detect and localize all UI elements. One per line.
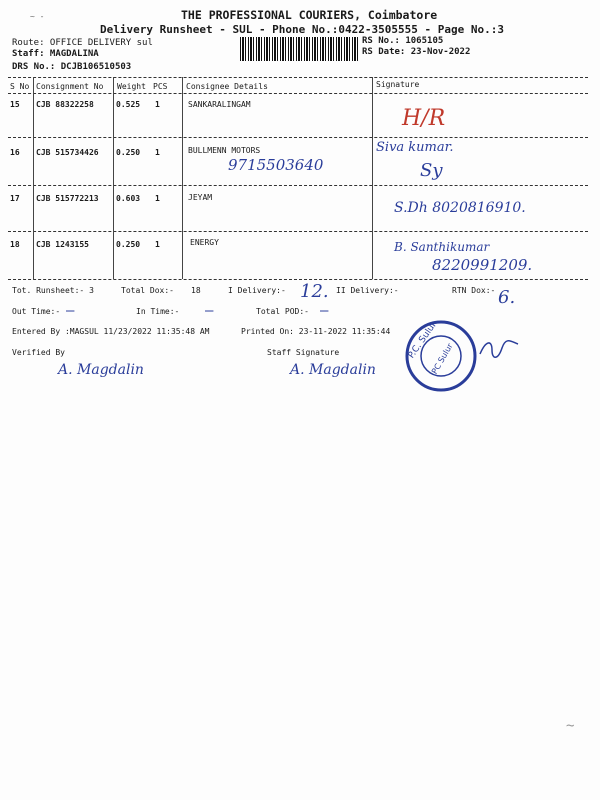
runsheet-title: Delivery Runsheet - SUL - Phone No.:0422-3505555 - Page No.:3 (100, 23, 504, 36)
table-row-consignee: ENERGY (190, 238, 219, 247)
out-time-value: — (66, 303, 75, 319)
verified-by-label: Verified By (12, 348, 65, 357)
total-dox-value: 18 (191, 286, 201, 295)
table-row-consignment: CJB 88322258 (36, 100, 94, 109)
handwritten-phone: 9715503640 (228, 156, 324, 174)
column-divider (33, 77, 34, 279)
table-row-consignee: JEYAM (188, 193, 213, 202)
entered-by: Entered By :MAGSUL 11/23/2022 11:35:48 AM (12, 327, 210, 336)
table-row-pcs: 1 (155, 194, 160, 203)
table-row-sno: 17 (10, 194, 20, 203)
rs-date: RS Date: 23-Nov-2022 (362, 47, 471, 57)
rtn-dox-value: 6. (498, 287, 516, 308)
total-runsheet: Tot. Runsheet:- 3 (12, 286, 94, 295)
row-rule (8, 185, 588, 186)
col-header-sno: S No (10, 82, 30, 91)
col-header-consignee: Consignee Details (186, 82, 268, 91)
table-row-weight: 0.250 (116, 148, 141, 157)
row-rule (8, 231, 588, 232)
drs-number: DRS No.: DCJB106510503 (12, 62, 132, 72)
col-header-weight: Weight (117, 82, 146, 91)
table-row-consignment: CJB 1243155 (36, 240, 89, 249)
staff-signature: A. Magdalin (290, 362, 376, 378)
total-pod-value: — (320, 303, 329, 319)
table-bottom-rule (8, 279, 588, 280)
total-dox-label: Total Dox:- (121, 286, 174, 295)
table-row-weight: 0.525 (116, 100, 141, 109)
verified-signature: A. Magdalin (58, 362, 144, 378)
handwritten-signature: B. Santhikumar (394, 240, 490, 254)
i-delivery-label: I Delivery:- (228, 286, 286, 295)
staff-line: Staff: MAGDALINA (12, 49, 99, 59)
table-row-sno: 16 (10, 148, 20, 157)
scan-mark: ~ - (30, 12, 45, 21)
handwritten-signature: Siva kumar. (376, 140, 454, 155)
col-header-pcs: PCS (153, 82, 168, 91)
barcode (240, 37, 358, 61)
header-rule (8, 93, 588, 94)
rtn-dox-label: RTN Dox:- (452, 286, 496, 295)
total-pod-label: Total POD:- (256, 307, 309, 316)
handwritten-phone: 8220991209. (432, 256, 533, 274)
table-row-pcs: 1 (155, 100, 160, 109)
column-divider (182, 77, 183, 279)
table-row-consignment: CJB 515772213 (36, 194, 99, 203)
col-header-signature: Signature (376, 80, 420, 89)
table-row-sno: 15 (10, 100, 20, 109)
out-time-label: Out Time:- (12, 307, 61, 316)
column-divider (372, 77, 373, 279)
table-row-consignee: BULLMENN MOTORS (188, 146, 261, 155)
column-divider (113, 77, 114, 279)
rs-number: RS No.: 1065105 (362, 36, 444, 46)
i-delivery-value: 12. (300, 281, 329, 302)
route-line: Route: OFFICE DELIVERY sul (12, 38, 153, 48)
row-rule (8, 137, 588, 138)
table-row-weight: 0.250 (116, 240, 141, 249)
stamp-text: PC Sulur (429, 341, 455, 376)
staff-signature-label: Staff Signature (267, 348, 340, 357)
printed-on: Printed On: 23-11-2022 11:35:44 (241, 327, 391, 336)
table-row-weight: 0.603 (116, 194, 141, 203)
stamp-text: P.C. Sulur (406, 320, 440, 361)
scan-mark: ~ (566, 718, 575, 734)
table-row-pcs: 1 (155, 240, 160, 249)
handwritten-signature: Sy (420, 160, 443, 181)
handwritten-signature: S.Dh 8020816910. (394, 200, 526, 216)
table-row-consignee: SANKARALINGAM (188, 100, 251, 109)
table-row-consignment: CJB 515734426 (36, 148, 99, 157)
table-row-pcs: 1 (155, 148, 160, 157)
stamp-flourish-icon (478, 336, 520, 362)
handwritten-signature: H/R (402, 106, 446, 131)
table-top-rule (8, 77, 588, 78)
in-time-value: — (205, 303, 214, 319)
ii-delivery-label: II Delivery:- (336, 286, 399, 295)
in-time-label: In Time:- (136, 307, 180, 316)
office-stamp (403, 318, 479, 394)
table-row-sno: 18 (10, 240, 20, 249)
col-header-consignment: Consignment No (36, 82, 104, 91)
company-title: THE PROFESSIONAL COURIERS, Coimbatore (181, 8, 438, 22)
